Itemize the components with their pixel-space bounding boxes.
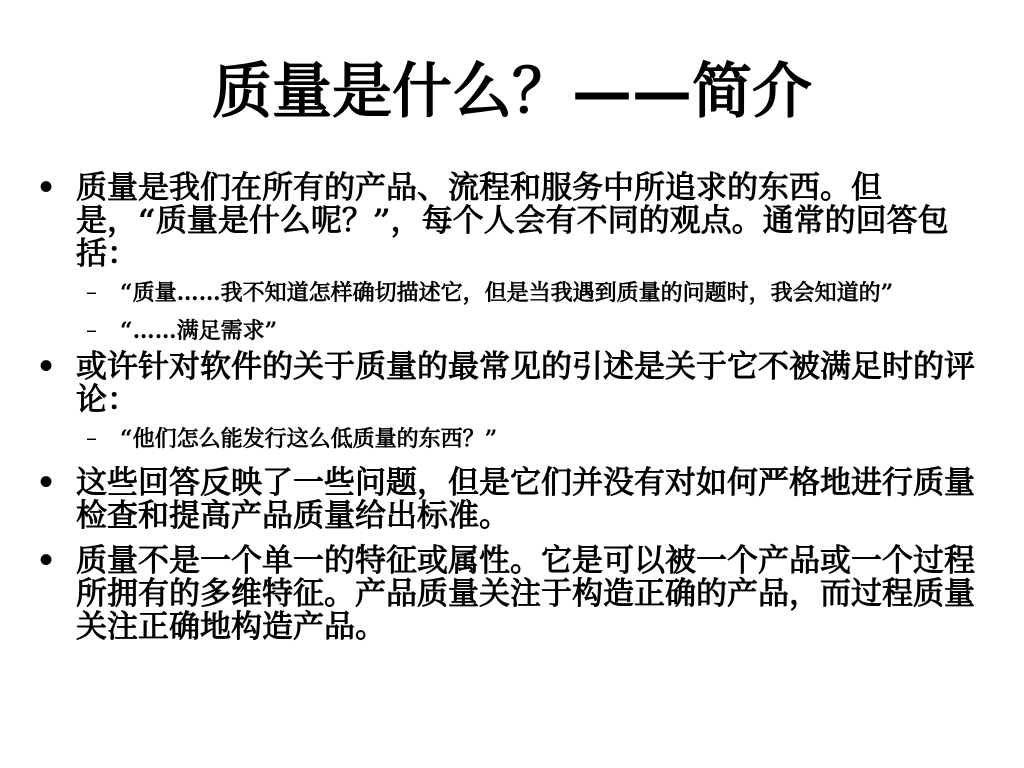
sub-bullet-item — [36, 279, 976, 307]
bullet-marker: • — [36, 170, 56, 206]
bullet-text: 这些回答反映了一些问题，但是它们并没有对如何严格地进行质量检查和提高产品质量给出标准。 — [76, 465, 975, 534]
sub-bullet-item — [36, 425, 976, 453]
sub-bullet-marker: – — [86, 318, 97, 343]
bullet-item — [36, 545, 976, 644]
sub-bullet-marker: – — [86, 426, 97, 451]
bullet-text: 质量是我们在所有的产品、流程和服务中所追求的东西。但是，“质量是什么呢？”，每个人会有不同的观点。通常的回答包括： — [76, 170, 949, 272]
sub-bullet-text: “他们怎么能发行这么低质量的东西？” — [120, 426, 498, 452]
bullet-text: 质量不是一个单一的特征或属性。它是可以被一个产品或一个过程所拥有的多维特征。产品质量关注于构造正确的产品，而过程质量关注正确地构造产品。 — [76, 543, 975, 645]
bullet-item — [36, 351, 976, 417]
bullet-item — [36, 467, 976, 533]
bullet-item — [36, 172, 976, 271]
bullet-text: 或许针对软件的关于质量的最常见的引述是关于它不被满足时的评论： — [76, 349, 975, 418]
bullet-marker: • — [36, 465, 56, 501]
sub-bullet-item — [36, 317, 976, 345]
sub-bullet-marker: – — [86, 280, 97, 305]
slide-title: 质量是什么？——简介 — [212, 57, 812, 127]
bullet-marker: • — [36, 543, 56, 579]
slide-content — [36, 172, 976, 644]
bullet-marker: • — [36, 349, 56, 385]
sub-bullet-text: “质量……我不知道怎样确切描述它，但是当我遇到质量的问题时，我会知道的” — [120, 280, 894, 306]
sub-bullet-text: “……满足需求” — [120, 318, 278, 344]
